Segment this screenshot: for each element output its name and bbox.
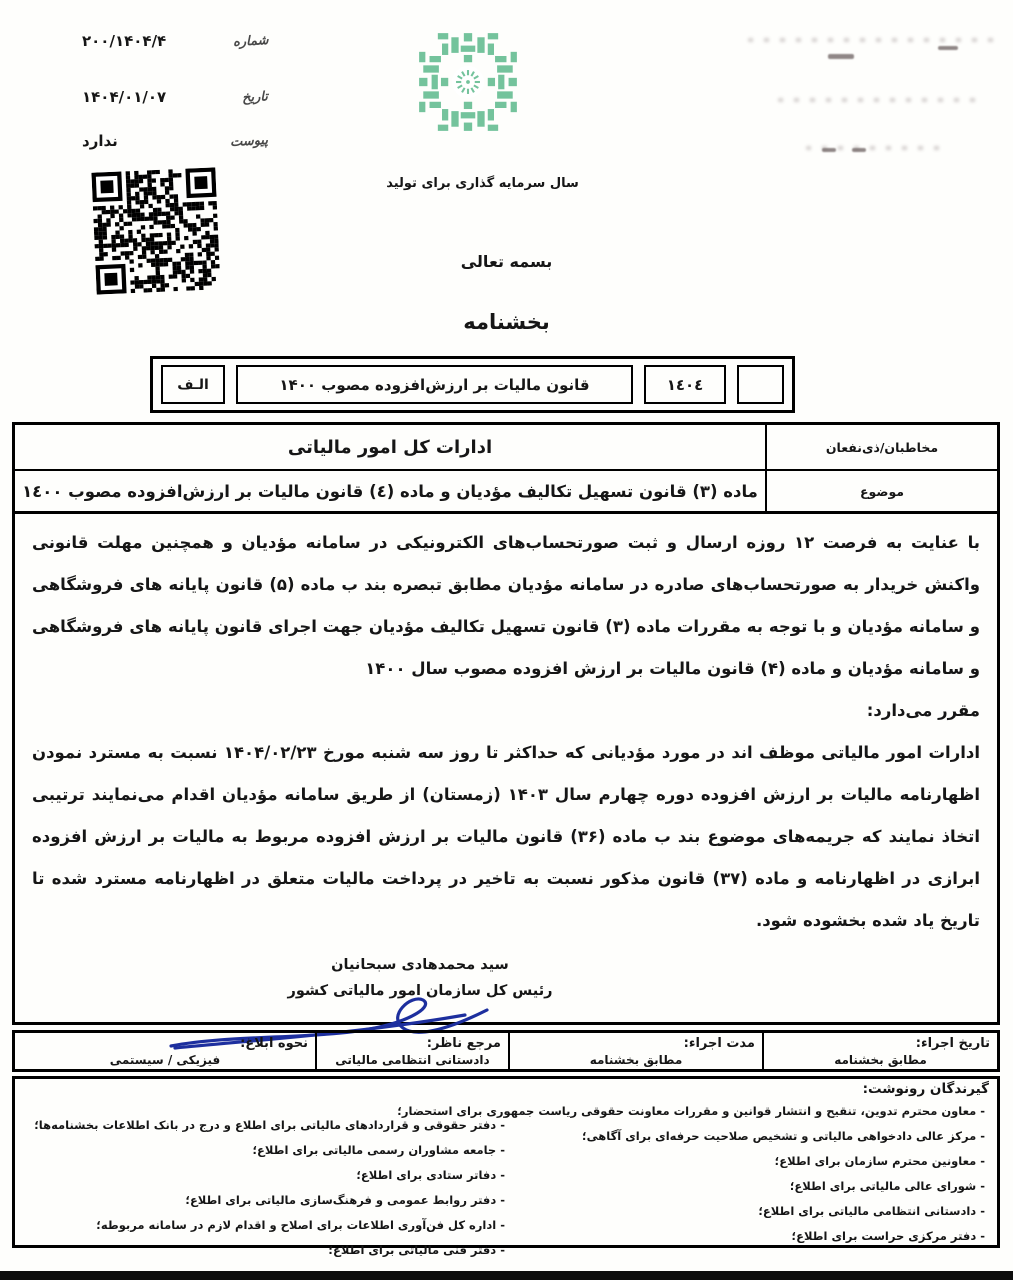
doc-type-title: بخشنامه bbox=[463, 310, 550, 334]
audience-label: مخاطبان/ذی‌نفعان bbox=[765, 425, 997, 469]
exec-duration-label: مدت اجراء: bbox=[683, 1036, 755, 1051]
attachment-status: ندارد bbox=[82, 132, 118, 150]
attachment-row bbox=[82, 132, 268, 150]
faded-letterhead-line bbox=[778, 98, 978, 102]
recipient-item: - معاونین محترم سازمان برای اطلاع؛ bbox=[774, 1154, 985, 1168]
signer-title: رئیس کل سازمان امور مالیاتی کشور bbox=[287, 983, 553, 999]
signer-name: سید محمدهادی سبحانیان bbox=[331, 957, 509, 973]
year-box: ١٤٠٤ bbox=[644, 365, 726, 404]
tax-administration-logo-icon bbox=[416, 30, 520, 134]
audience-value: ادارات کل امور مالیاتی bbox=[287, 436, 493, 458]
document-date-row bbox=[82, 88, 268, 106]
law-title-box: قانون مالیات بر ارزش‌افزوده مصوب ۱۴۰۰ bbox=[236, 365, 633, 404]
supervisor-value: دادستانی انتظامی مالیاتی bbox=[335, 1053, 490, 1067]
notification-cell bbox=[15, 1033, 317, 1069]
bottom-scan-bar bbox=[0, 1271, 1013, 1280]
recipient-item: - دفتر مرکزی حراست برای اطلاع؛ bbox=[791, 1229, 985, 1243]
year-slogan: سال سرمایه گذاری برای تولید bbox=[386, 176, 579, 191]
recipient-item: - اداره کل فن‌آوری اطلاعات برای اصلاح و اقدام لازم در سامانه مربوطه؛ bbox=[96, 1218, 505, 1232]
besmele-heading: بسمه تعالی bbox=[460, 252, 553, 271]
exec-duration-cell bbox=[510, 1033, 764, 1069]
notification-value: فیزیکی / سیستمی bbox=[109, 1053, 221, 1067]
exec-duration-value: مطابق بخشنامه bbox=[589, 1053, 683, 1067]
body-area bbox=[15, 514, 997, 1004]
body-paragraph-2: ادارات امور مالیاتی موظف اند در مورد مؤدیانی که حداکثر تا روز سه شنبه مورخ ۱۴۰۴/۰۲/۲۳ نسبت به مسترد نمودن اظهارنامه مالیات بر ارزش افزوده دوره چهارم سال ۱۴۰۳ (زمستان) از طریق سامانه مؤدیان اقدام می‌نمایند ترتیبی اتخاذ نمایند که جریمه‌های موضوع بند ب ماده (۳۶) قانون مالیات بر ارزش افزوده مربوط به مالیات بر ارزش افزوده ابرازی در اظهارنامه و ماده (۳۷) قانون مذکور نسبت به تاخیر در پرداخت مالیات متعلق در اظهارنامه مسترد شده تا تاریخ یاد شده بخشوده شود. bbox=[32, 743, 980, 930]
recipients-box bbox=[12, 1076, 1000, 1257]
recipient-item: - دفتر روابط عمومی و فرهنگ‌سازی مالیاتی برای اطلاع؛ bbox=[185, 1193, 505, 1207]
recipient-item: - مرکز عالی دادخواهی مالیاتی و تشخیص صلاحیت حرفه‌ای برای آگاهی؛ bbox=[582, 1129, 985, 1143]
exec-date-label: تاریخ اجراء: bbox=[915, 1036, 990, 1051]
qr-code bbox=[91, 167, 220, 294]
body-paragraph-1: با عنایت به فرصت ۱۲ روزه ارسال و ثبت صورتحساب‌های الکترونیکی در سامانه مؤدیان و همچنین مهلت قانونی واکنش خریدار به صورتحساب‌های صادره در سامانه مؤدیان مطابق تبصره بند ب ماده (۵) قانون پایانه های فروشگاهی و سامانه مؤدیان و با توجه به مقررات ماده (۳) قانون تسهیل تکالیف مؤدیان جهت اجرای قانون پایانه های فروشگاهی و سامانه مؤدیان و ماده (۴) قانون مالیات بر ارزش افزوده مصوب سال ۱۴۰۰ bbox=[32, 533, 981, 678]
subject-row bbox=[15, 471, 997, 514]
alef-box: الـف bbox=[161, 365, 225, 404]
recipients-title: گیرندگان رونوشت: bbox=[862, 1081, 989, 1097]
exec-date-value: مطابق بخشنامه bbox=[834, 1053, 927, 1067]
faded-letterhead-line bbox=[748, 38, 998, 42]
execution-meta-table bbox=[12, 1030, 1000, 1072]
exec-date-cell bbox=[764, 1033, 997, 1069]
supervisor-cell bbox=[317, 1033, 510, 1069]
recipient-item: - دادستانی انتظامی مالیاتی برای اطلاع؛ bbox=[758, 1204, 985, 1218]
classification-row bbox=[150, 356, 795, 413]
signature-block bbox=[240, 952, 600, 1004]
decree-line: مقرر می‌دارد: bbox=[866, 701, 980, 720]
audience-row bbox=[15, 425, 997, 471]
date-label: تاریخ bbox=[241, 88, 269, 106]
recipient-item: - دفتر حقوقی و قراردادهای مالیاتی برای اطلاع و درج در بانک اطلاعات بخشنامه‌ها؛ bbox=[34, 1118, 505, 1132]
recipient-item: - دفاتر ستادی برای اطلاع؛ bbox=[356, 1168, 505, 1182]
document-date: ۱۴۰۴/۰۱/۰۷ bbox=[82, 88, 167, 106]
recipient-item: - شورای عالی مالیاتی برای اطلاع؛ bbox=[789, 1179, 985, 1193]
recipients-left-column bbox=[35, 1117, 505, 1267]
document-number-row bbox=[82, 32, 268, 50]
document-number: ۲۰۰/۱۴۰۴/۴ bbox=[82, 32, 167, 50]
recipient-item: - دفتر فنی مالیاتی برای اطلاع؛ bbox=[328, 1243, 505, 1257]
empty-code-box bbox=[737, 365, 784, 404]
subject-label: موضوع bbox=[765, 471, 997, 511]
notification-label: نحوه ابلاغ: bbox=[240, 1036, 308, 1051]
recipient-item: - جامعه مشاوران رسمی مالیاتی برای اطلاع؛ bbox=[252, 1143, 505, 1157]
attachment-label: پیوست bbox=[229, 132, 269, 150]
subject-value: ماده (۳) قانون تسهیل تکالیف مؤدیان و ماده (٤) قانون مالیات بر ارزش‌افزوده مصوب ١٤٠٠ bbox=[22, 481, 758, 501]
number-label: شماره bbox=[232, 32, 269, 50]
supervisor-label: مرجع ناظر: bbox=[426, 1036, 501, 1051]
document-frame bbox=[12, 422, 1000, 1025]
recipient-item: - معاون محترم تدوین، تنقیح و انتشار قوانین و مقررات معاونت حقوقی ریاست جمهوری برای استحضار؛ bbox=[397, 1104, 985, 1118]
